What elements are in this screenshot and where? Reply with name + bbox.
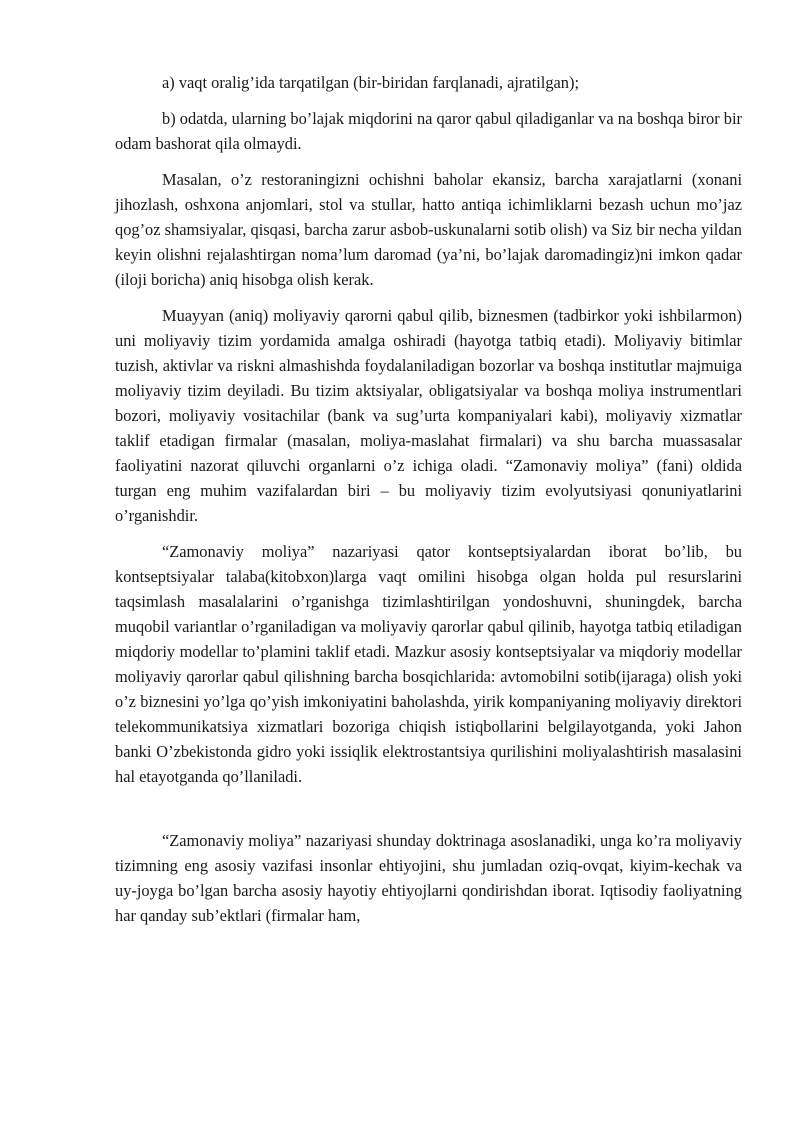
paragraph-modern-finance-concepts: “Zamonaviy moliya” nazariyasi qator kontseptsiyalardan iborat bo’lib, bu kontseptsiyalar talaba(kitobxon)larga vaqt omilini hisobga olgan holda pul resurslarini taqsimlash masalalarini o’rganishga tizimlashtirilgan yondoshuvni, shuningdek, barcha muqobil variantlar o’rganiladigan va moliyaviy qarorlar qabul qilinib, hayotga tatbiq etiladigan miqdoriy modellar to’plamini taklif etadi. Mazkur asosiy kontseptsiyalar va miqdoriy modellar moliyaviy qarorlar qabul qilishning barcha bosqichlarida: avtomobilni sotib(ijaraga) olish yoki o’z biznesini yo’lga qo’yish imkoniyatini baholashda, yirik kompaniyaning moliyaviy direktori telekommunikatsiya xizmatlari bozoriga chiqish istiqbollarini belgilayotganda, yoki Jahon banki O’zbekistonda gidro yoki issiqlik elektrostantsiya qurilishini moliyalashtirish masalasini hal etayotganda qo’llaniladi. (115, 542, 742, 786)
paragraph-modern-finance-doctrine: “Zamonaviy moliya” nazariyasi shunday doktrinaga asoslanadiki, unga ko’ra moliyaviy tizimning eng asosiy vazifasi insonlar ehtiyojini, shu jumladan oziq-ovqat, kiyim-kechak va uy-joyga bo’lgan barcha asosiy hayotiy ehtiyojlarni qondirishdan iborat. Iqtisodiy faoliyatning har qanday sub’ektlari (firmalar ham, (115, 831, 742, 925)
paragraph-restaurant-example: Masalan, o’z restoraningizni ochishni baholar ekansiz, barcha xarajatlarni (xonani jihozlash, oshxona anjomlari, stol va stullar, hatto antiqa ichimliklarni bezash uchun mo’jaz qog’oz shamsiyalar, qisqasi, barcha zarur asbob-uskunalarni sotib olish) va Siz bir necha yildan keyin olishni rejalashtirgan noma’lum daromad (ya’ni, bo’lajak daromadingiz)ni imkon qadar (iloji boricha) aniq hisobga olish kerak. (115, 170, 742, 289)
document-page (115, 70, 742, 939)
paragraph-b: b) odatda, ularning bo’lajak miqdorini na qaror qabul qiladiganlar va na boshqa biror bir odam bashorat qila olmaydi. (115, 109, 742, 153)
paragraph-financial-system: Muayyan (aniq) moliyaviy qarorni qabul qilib, biznesmen (tadbirkor yoki ishbilarmon) uni moliyaviy tizim yordamida amalga oshiradi (hayotga tatbiq etadi). Moliyaviy bitimlar tuzish, aktivlar va riskni almashishda foydalaniladigan bozorlar va boshqa institutlar majmuiga moliyaviy tizim deyiladi. Bu tizim aktsiyalar, obligatsiyalar va boshqa moliya instrumentlari bozori, moliyaviy vositachilar (bank va sug’urta kompaniyalari kabi), moliyaviy xizmatlar taklif etadigan firmalar (masalan, moliya-maslahat firmalari) va shu barcha muassasalar faoliyatini nazorat qiluvchi organlarni o’z ichiga oladi. “Zamonaviy moliya” (fani) oldida turgan eng muhim vazifalardan biri – bu moliyaviy tizim evolyutsiyasi qonuniyatlarini o’rganishdir. (115, 306, 742, 525)
paragraph-a: a) vaqt oralig’ida tarqatilgan (bir-biridan farqlanadi, ajratilgan); (162, 73, 579, 92)
